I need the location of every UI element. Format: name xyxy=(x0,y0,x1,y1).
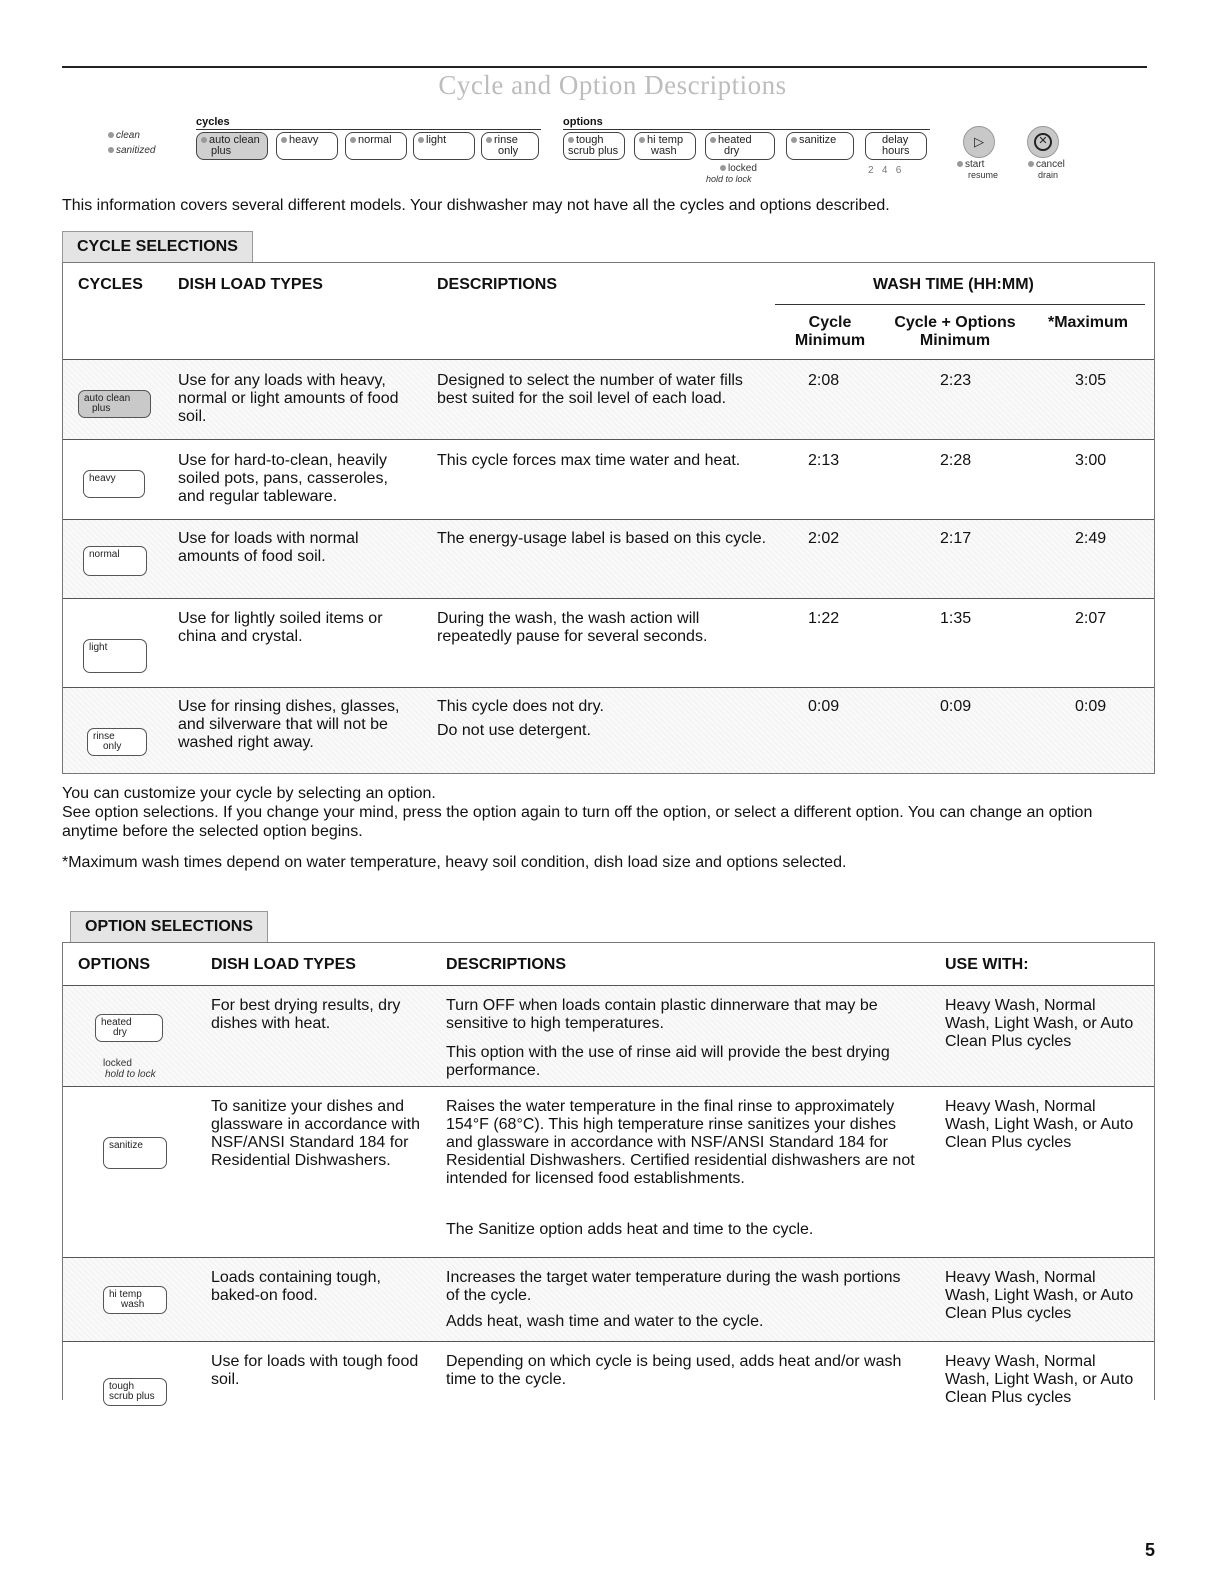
option-row xyxy=(63,1086,1154,1257)
cycle-description: Designed to select the number of water fills best suited for the soil level of each load. xyxy=(437,372,743,407)
customize-text: You can customize your cycle by selecting an option. xyxy=(62,785,436,802)
heated-dry-button[interactable]: heated dry xyxy=(705,132,775,160)
normal-button[interactable]: normal xyxy=(345,132,407,160)
start-label: start xyxy=(957,159,984,170)
tough-scrub-plus-button[interactable]: tough scrub plus xyxy=(563,132,625,160)
header-options-minimum: Cycle + Options Minimum xyxy=(894,314,1016,349)
cycles-rule xyxy=(196,129,541,130)
locked-icon-label: locked xyxy=(103,1058,132,1069)
maximum: 2:07 xyxy=(1075,610,1107,627)
page-number: 5 xyxy=(1144,1540,1155,1560)
cycle-description: This cycle forces max time water and heat. xyxy=(437,452,741,469)
auto-clean-plus-icon: auto clean plus xyxy=(78,390,151,418)
cycle-row xyxy=(63,359,1154,439)
option-use-with: Heavy Wash, Normal Wash, Light Wash, or Auto Clean Plus cycles xyxy=(945,1353,1134,1406)
option-description: Turn OFF when loads contain plastic dinnerware that may be sensitive to high temperatures. xyxy=(446,997,878,1032)
option-row xyxy=(63,1257,1154,1341)
cycle-description: The energy-usage label is based on this cycle. xyxy=(437,530,767,547)
cycle-selections-tab: CYCLE SELECTIONS xyxy=(62,231,253,262)
sanitized-light: sanitized xyxy=(108,145,155,156)
cycle-table xyxy=(62,262,1155,774)
wash-time-rule xyxy=(775,304,1145,305)
header-wash-time: WASH TIME (HH:MM) xyxy=(873,276,1034,293)
option-use-with: Heavy Wash, Normal Wash, Light Wash, or Auto Clean Plus cycles xyxy=(945,997,1134,1050)
resume-label: resume xyxy=(968,170,999,180)
option-selections-tab: OPTION SELECTIONS xyxy=(70,911,268,942)
cycle-row xyxy=(63,598,1154,687)
option-description: Increases the target water temperature during the wash portions of the cycle. xyxy=(446,1269,901,1304)
options-minimum: 2:17 xyxy=(940,530,972,547)
cycle-minimum: 2:08 xyxy=(808,372,840,389)
cycle-dish-load: Use for loads with normal amounts of food soil. xyxy=(178,530,359,565)
cycle-minimum: 0:09 xyxy=(808,698,840,715)
start-button[interactable] xyxy=(963,126,995,158)
option-use-with: Heavy Wash, Normal Wash, Light Wash, or Auto Clean Plus cycles xyxy=(945,1269,1134,1322)
header-dish-load: DISH LOAD TYPES xyxy=(211,956,356,973)
intro-text: This information covers several different models. Your dishwasher may not have all the cycles and options described. xyxy=(62,197,890,214)
cycle-minimum: 1:22 xyxy=(808,610,840,627)
clean-light: clean xyxy=(108,130,140,141)
cancel-button[interactable] xyxy=(1027,126,1059,158)
hi-temp-wash-icon: hi temp wash xyxy=(103,1286,167,1314)
option-dish-load: For best drying results, dry dishes with heat. xyxy=(211,997,401,1032)
cycles-label: cycles xyxy=(196,116,230,128)
maximum: 3:05 xyxy=(1075,372,1107,389)
option-dish-load: Loads containing tough, baked-on food. xyxy=(211,1269,381,1304)
tough-scrub-plus-icon: tough scrub plus xyxy=(103,1378,167,1406)
sanitize-button[interactable]: sanitize xyxy=(786,132,854,160)
cycle-description: During the wash, the wash action will repeatedly pause for several seconds. xyxy=(437,610,708,645)
locked-light: locked xyxy=(720,163,757,174)
page-title: Cycle and Option Descriptions xyxy=(438,70,787,100)
delay-hour-values: 2 4 6 xyxy=(868,165,902,176)
header-dish-load: DISH LOAD TYPES xyxy=(178,276,323,293)
option-row xyxy=(63,985,1154,1086)
heavy-button[interactable]: heavy xyxy=(276,132,338,160)
option-description-note: The Sanitize option adds heat and time to the cycle. xyxy=(446,1221,814,1238)
options-minimum: 1:35 xyxy=(940,610,972,627)
rinse-only-icon: rinse only xyxy=(87,728,147,756)
cycle-description: This cycle does not dry. xyxy=(437,698,604,715)
x-icon: ✕ xyxy=(1034,133,1052,151)
cycle-dish-load: Use for hard-to-clean, heavily soiled pots, pans, casseroles, and regular tableware. xyxy=(178,452,388,505)
cycle-minimum: 2:13 xyxy=(808,452,840,469)
cycle-row xyxy=(63,439,1154,519)
options-minimum: 0:09 xyxy=(940,698,972,715)
option-description-note: This option with the use of rinse aid will provide the best drying performance. xyxy=(446,1044,890,1079)
light-icon: light xyxy=(83,639,147,673)
options-rule xyxy=(563,129,930,130)
delay-hours-button[interactable]: delay hours xyxy=(865,132,927,160)
header-cycles: CYCLES xyxy=(78,276,143,293)
option-dish-load: Use for loads with tough food soil. xyxy=(211,1353,419,1388)
option-description: Raises the water temperature in the final rinse to approximately 154°F (68°C). This high temperature rinse sanitizes your dishes and glassware in accordance with NSF/ANSI Standard 184 for Residential Dishwashers. Certified residential dishwashers are not intended for licensed food establishments. xyxy=(446,1098,915,1187)
maximum: 0:09 xyxy=(1075,698,1107,715)
option-use-with: Heavy Wash, Normal Wash, Light Wash, or Auto Clean Plus cycles xyxy=(945,1098,1134,1151)
header-cycle-minimum: Cycle Minimum xyxy=(794,314,866,349)
header-maximum: *Maximum xyxy=(1048,314,1129,331)
header-use-with: USE WITH: xyxy=(945,956,1029,973)
hi-temp-wash-button[interactable]: hi temp wash xyxy=(634,132,696,160)
header-descriptions: DESCRIPTIONS xyxy=(446,956,567,973)
light-button[interactable]: light xyxy=(413,132,475,160)
maximum: 2:49 xyxy=(1075,530,1107,547)
auto-clean-plus-button[interactable]: auto clean plus xyxy=(196,132,268,160)
cancel-label: cancel xyxy=(1028,159,1065,170)
rinse-only-button[interactable]: rinse only xyxy=(481,132,539,160)
header-descriptions: DESCRIPTIONS xyxy=(437,276,558,293)
option-description: Depending on which cycle is being used, adds heat and/or wash time to the cycle. xyxy=(446,1353,902,1388)
top-rule xyxy=(62,66,1147,68)
cycle-dish-load: Use for rinsing dishes, glasses, and silverware that will not be washed right away. xyxy=(178,698,400,751)
cycle-dish-load: Use for any loads with heavy, normal or light amounts of food soil. xyxy=(178,372,399,425)
cycle-row xyxy=(63,519,1154,598)
option-table xyxy=(62,942,1155,1406)
hold-to-lock-label: hold to lock xyxy=(706,174,752,184)
heavy-icon: heavy xyxy=(83,470,145,498)
drain-label: drain xyxy=(1038,170,1059,180)
options-minimum: 2:23 xyxy=(940,372,972,389)
option-change-text: See option selections. If you change your mind, press the option again to turn off the option, or select a different option. You can change an option anytime before the selected option begins. xyxy=(62,804,1093,840)
hold-to-lock-icon-label: hold to lock xyxy=(105,1069,156,1080)
maximum: 3:00 xyxy=(1075,452,1107,469)
option-row xyxy=(63,1341,1154,1421)
cycle-row xyxy=(63,687,1154,773)
option-description-note: Adds heat, wash time and water to the cycle. xyxy=(446,1313,764,1330)
options-label: options xyxy=(563,116,603,128)
cycle-minimum: 2:02 xyxy=(808,530,840,547)
maximum-note: *Maximum wash times depend on water temperature, heavy soil condition, dish load size and options selected. xyxy=(62,854,847,871)
cycle-description-note: Do not use detergent. xyxy=(437,722,591,739)
cycle-dish-load: Use for lightly soiled items or china and crystal. xyxy=(178,610,383,645)
options-minimum: 2:28 xyxy=(940,452,972,469)
option-dish-load: To sanitize your dishes and glassware in accordance with NSF/ANSI Standard 184 for Residential Dishwashers. xyxy=(211,1098,420,1169)
play-icon: ▷ xyxy=(974,134,984,149)
normal-icon: normal xyxy=(83,546,147,576)
sanitize-icon: sanitize xyxy=(103,1137,167,1169)
heated-dry-icon: heated dry xyxy=(95,1014,163,1042)
header-options: OPTIONS xyxy=(78,956,151,973)
